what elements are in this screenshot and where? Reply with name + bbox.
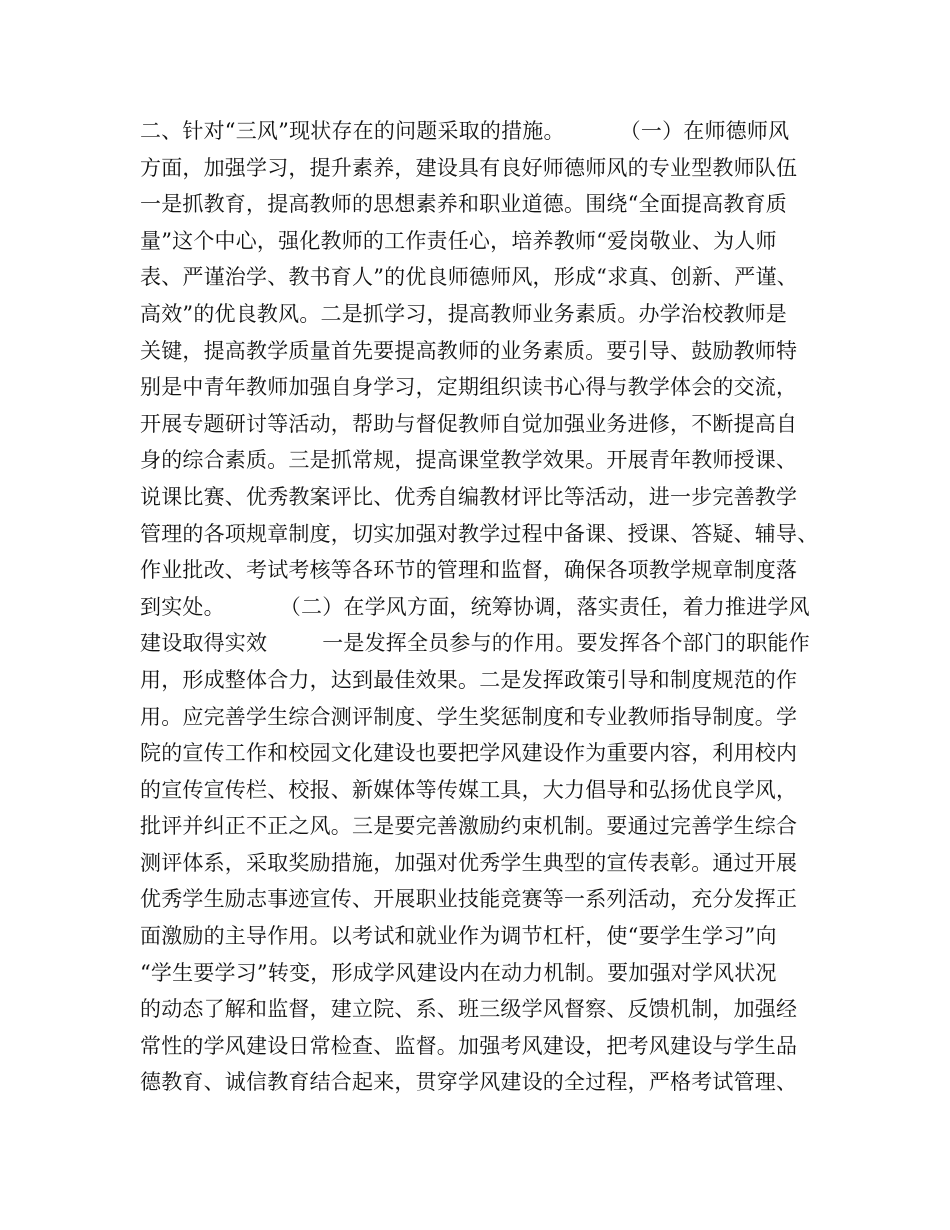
text-line: 一是抓教育，提高教师的思想素养和职业道德。围绕“全面提高教育质 (140, 192, 787, 217)
text-line: 批评并纠正不正之风。三是要完善激励约束机制。要通过完善学生综合 (140, 814, 798, 839)
text-line: 德教育、诚信教育结合起来，贯穿学风建设的全过程，严格考试管理、 (140, 1070, 798, 1095)
text-line: 量”这个中心，强化教师的工作责任心，培养教师“爱岗敬业、为人师 (140, 228, 777, 253)
text-line: 表、严谨治学、教书育人”的优良师德师风，形成“求真、创新、严谨、 (140, 265, 798, 290)
text-line: 面激励的主导作用。以考试和就业作为调节杠杆，使“要学生学习”向 (140, 924, 777, 949)
text-line: 建设取得实效 一是发挥全员参与的作用。要发挥各个部门的职能作 (140, 631, 810, 656)
text-line: 的宣传宣传栏、校报、新媒体等传媒工具，大力倡导和弘扬优良学风， (140, 777, 798, 802)
text-line: 院的宣传工作和校园文化建设也要把学风建设作为重要内容，利用校内 (140, 741, 798, 766)
text-line: 身的综合素质。三是抓常规，提高课堂教学效果。开展青年教师授课、 (140, 448, 798, 473)
text-line: 管理的各项规章制度，切实加强对教学过程中备课、授课、答疑、辅导、 (140, 521, 819, 546)
text-line: 二、针对“三风”现状存在的问题采取的措施。 （一）在师德师风 (140, 119, 790, 143)
text-line: 用。应完善学生综合测评制度、学生奖惩制度和专业教师指导制度。学 (140, 704, 798, 729)
text-line: 测评体系，采取奖励措施，加强对优秀学生典型的宣传表彰。通过开展 (140, 850, 798, 875)
text-line: 作业批改、考试考核等各环节的管理和监督，确保各项教学规章制度落 (140, 558, 798, 583)
text-line: 的动态了解和监督，建立院、系、班三级学风督察、反馈机制，加强经 (140, 997, 798, 1022)
text-line: 方面，加强学习，提升素养，建设具有良好师德师风的专业型教师队伍 (140, 155, 798, 180)
text-line: 到实处。 （二）在学风方面，统筹协调，落实责任，着力推进学风 (140, 594, 810, 619)
text-line: 高效”的优良教风。二是抓学习，提高教师业务素质。办学治校教师是 (140, 301, 787, 326)
text-line: 说课比赛、优秀教案评比、优秀自编教材评比等活动，进一步完善教学 (140, 484, 798, 509)
text-line: 常性的学风建设日常检查、监督。加强考风建设，把考风建设与学生品 (140, 1033, 798, 1058)
text-line: 用，形成整体合力，达到最佳效果。二是发挥政策引导和制度规范的作 (140, 667, 798, 692)
text-line: “学生要学习”转变，形成学风建设内在动力机制。要加强对学风状况 (140, 960, 777, 985)
text-line: 关键，提高教学质量首先要提高教师的业务素质。要引导、鼓励教师特 (140, 338, 798, 363)
text-line: 开展专题研讨等活动，帮助与督促教师自觉加强业务进修，不断提高自 (140, 411, 798, 436)
text-line: 优秀学生励志事迹宣传、开展职业技能竞赛等一系列活动，充分发挥正 (140, 887, 798, 912)
body-text (140, 113, 830, 1101)
text-line: 别是中青年教师加强自身学习，定期组织读书心得与教学体会的交流， (140, 375, 798, 400)
